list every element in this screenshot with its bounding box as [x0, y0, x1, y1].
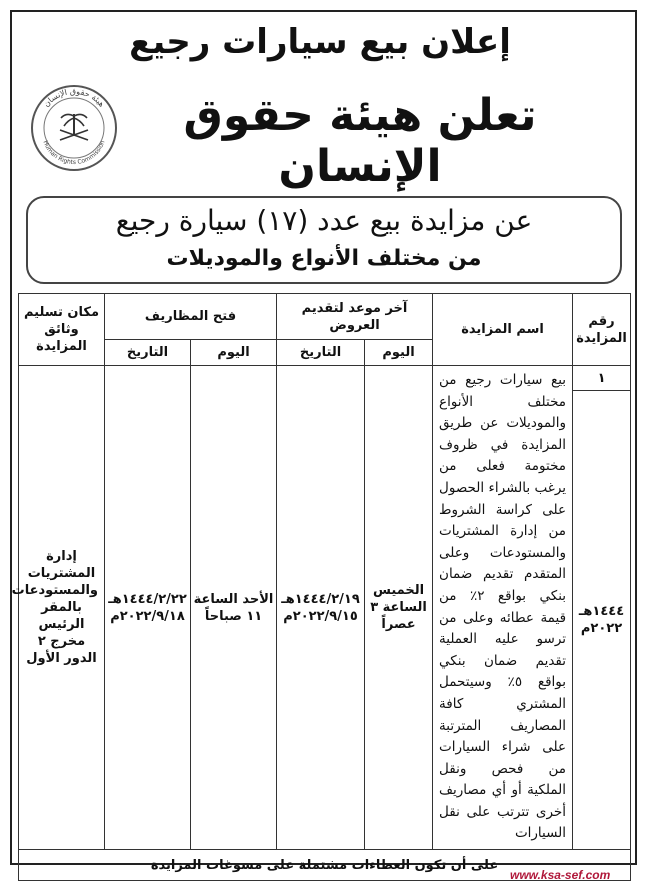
delivery-place: إدارة المشتريات والمستودعات بالمقر الرئيس مخرج ٢ الدور الأول [19, 366, 105, 850]
ad-heading: تعلن هيئة حقوق الإنسان [183, 90, 537, 192]
header-deadline: آخر موعد لتقديم العروض [277, 294, 433, 340]
deadline-date: ١٤٤٤/٢/١٩هـ ٢٠٢٢/٩/١٥م [277, 366, 365, 850]
source-url: www.ksa-sef.com [510, 868, 611, 882]
auction-number: ١ [573, 366, 631, 391]
auction-table [11, 293, 631, 881]
header-place: مكان تسليم وثائق المزايدة [19, 294, 105, 366]
logo-arabic-text: هيئة حقوق الإنسان [41, 86, 107, 109]
subject-box [26, 196, 622, 284]
svg-text:Human Rights Commission [41, 140, 106, 167]
header-deadline-date: التاريخ [277, 340, 365, 366]
deadline-day: الخميس الساعة ٣ عصراً [365, 366, 433, 850]
header-number: رقم المزايدة [573, 294, 631, 366]
header-opening-day: اليوم [191, 340, 277, 366]
header-deadline-day: اليوم [365, 340, 433, 366]
auction-year: ١٤٤٤هـ ٢٠٢٢م [573, 391, 631, 850]
header-opening-date: التاريخ [105, 340, 191, 366]
opening-day: الأحد الساعة ١١ صباحاً [191, 366, 277, 850]
hrc-logo [28, 82, 120, 174]
footer-note: على أن تكون العطاءات مشتملة على مسوغات المزايدة [19, 850, 631, 881]
ad-title: إعلان بيع سيارات رجيع [129, 22, 511, 62]
subject-line: عن مزايدة بيع عدد (١٧) سيارة رجيع [115, 204, 533, 237]
logo-english-text: Human Rights Commission [41, 139, 107, 167]
header-opening: فتح المظاريف [105, 294, 277, 340]
auction-description: بيع سيارات رجيع من مختلف الأنواع والموديلات عن طريق المزايدة في ظروف مختومة فعلى من يرغب بالشراء الحصول على كراسة الشروط من إدارة المشتريات والمستودعات وعلى المتقدم تقديم ضمان بنكي بواقع ٢٪ من قيمة عطائه وعلى من ترسو عليه العملية تقديم ضمان بنكي بواقع ٥٪ وسيتحمل المشتري كافة المصاريف المترتبة على شراء السيارات من فحص ونقل الملكية أو أي مصاريف أخرى تترتب على نقل السيارات [433, 366, 573, 850]
subject-subline: من مختلف الأنواع والموديلات [166, 246, 482, 271]
opening-date: ١٤٤٤/٢/٢٢هـ ٢٠٢٢/٩/١٨م [105, 366, 191, 850]
header-name: اسم المزايدة [433, 294, 573, 366]
